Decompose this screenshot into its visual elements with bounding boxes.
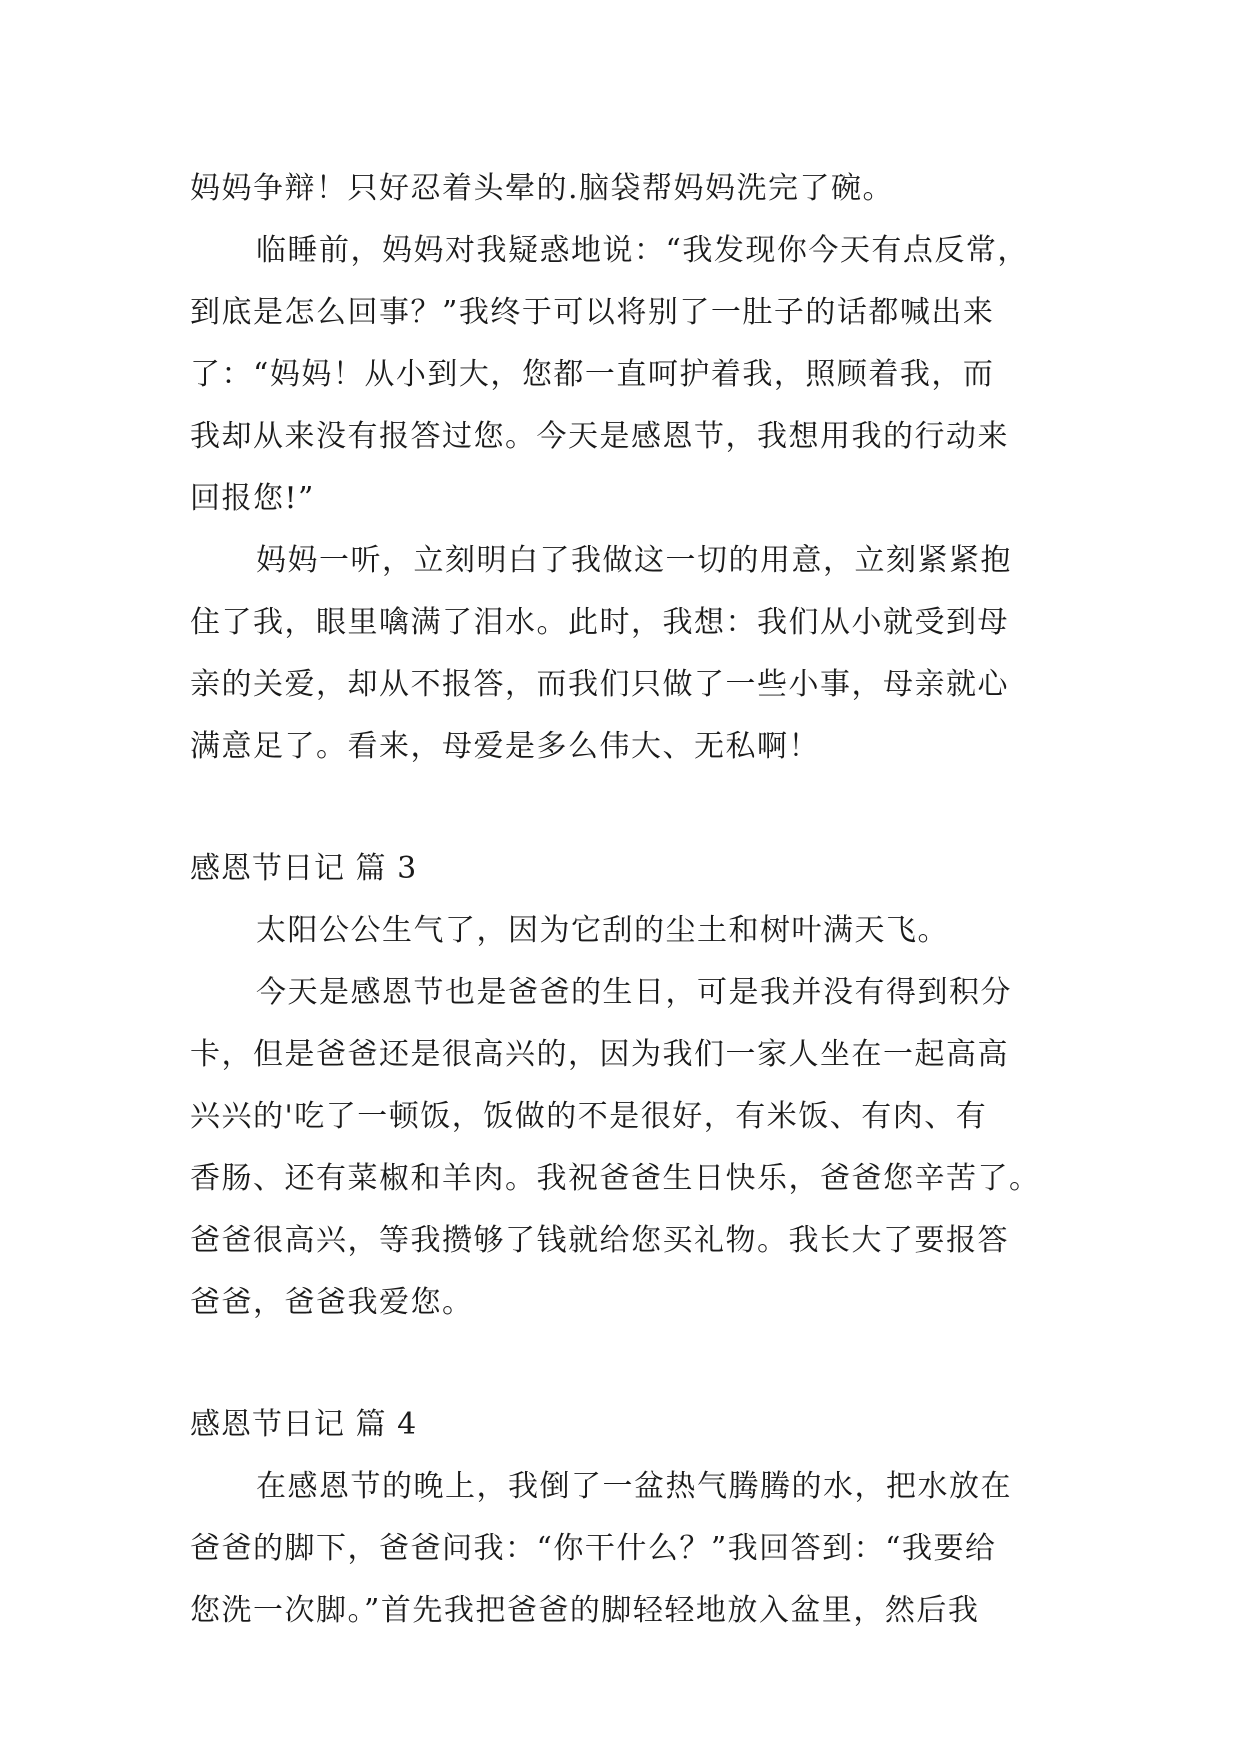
text-line: 太阳公公生气了，因为它刮的尘土和树叶满天飞。 xyxy=(256,913,949,948)
text-line: 妈妈争辩！只好忍着头晕的.脑袋帮妈妈洗完了碗。 xyxy=(190,171,895,206)
paragraph xyxy=(190,1456,1060,1642)
section-spacer xyxy=(190,778,1060,838)
text-line: 爸爸，爸爸我爱您。 xyxy=(190,1285,474,1320)
text-line: 了：“妈妈！从小到大，您都一直呵护着我，照顾着我，而 xyxy=(190,357,995,392)
paragraph xyxy=(190,530,1060,778)
text-line: 今天是感恩节也是爸爸的生日，可是我并没有得到积分 xyxy=(256,975,1012,1010)
paragraph xyxy=(190,900,1060,962)
document-body xyxy=(190,158,1060,1642)
text-line: 香肠、还有菜椒和羊肉。我祝爸爸生日快乐，爸爸您辛苦了。 xyxy=(190,1161,1041,1196)
paragraph xyxy=(190,158,1060,220)
text-line: 卡，但是爸爸还是很高兴的，因为我们一家人坐在一起高高 xyxy=(190,1037,1009,1072)
paragraph xyxy=(190,220,1060,530)
paragraph xyxy=(190,962,1060,1334)
text-line: 亲的关爱，却从不报答，而我们只做了一些小事，母亲就心 xyxy=(190,667,1009,702)
text-line: 住了我，眼里噙满了泪水。此时，我想：我们从小就受到母 xyxy=(190,605,1009,640)
text-line: 妈妈一听，立刻明白了我做这一切的用意，立刻紧紧抱 xyxy=(256,543,1012,578)
text-line: 爸爸很高兴，等我攒够了钱就给您买礼物。我长大了要报答 xyxy=(190,1223,1009,1258)
text-line: 临睡前，妈妈对我疑惑地说：“我发现你今天有点反常， xyxy=(256,233,1029,268)
text-line: 在感恩节的晚上，我倒了一盆热气腾腾的水，把水放在 xyxy=(256,1469,1012,1504)
section-heading: 感恩节日记 篇 3 xyxy=(190,851,418,886)
section-heading: 感恩节日记 篇 4 xyxy=(190,1407,418,1442)
text-line: 到底是怎么回事？”我终于可以将别了一肚子的话都喊出来 xyxy=(190,295,995,330)
text-line: 回报您!” xyxy=(190,481,315,516)
text-line: 满意足了。看来，母爱是多么伟大、无私啊！ xyxy=(190,729,820,764)
text-line: 兴兴的'吃了一顿饭，饭做的不是很好，有米饭、有肉、有 xyxy=(190,1099,988,1134)
text-line: 爸爸的脚下，爸爸问我：“你干什么？”我回答到：“我要给 xyxy=(190,1531,997,1566)
section-spacer xyxy=(190,1334,1060,1394)
text-line: 我却从来没有报答过您。今天是感恩节，我想用我的行动来 xyxy=(190,419,1009,454)
text-line: 您洗一次脚。”首先我把爸爸的脚轻轻地放入盆里，然后我 xyxy=(190,1593,980,1628)
